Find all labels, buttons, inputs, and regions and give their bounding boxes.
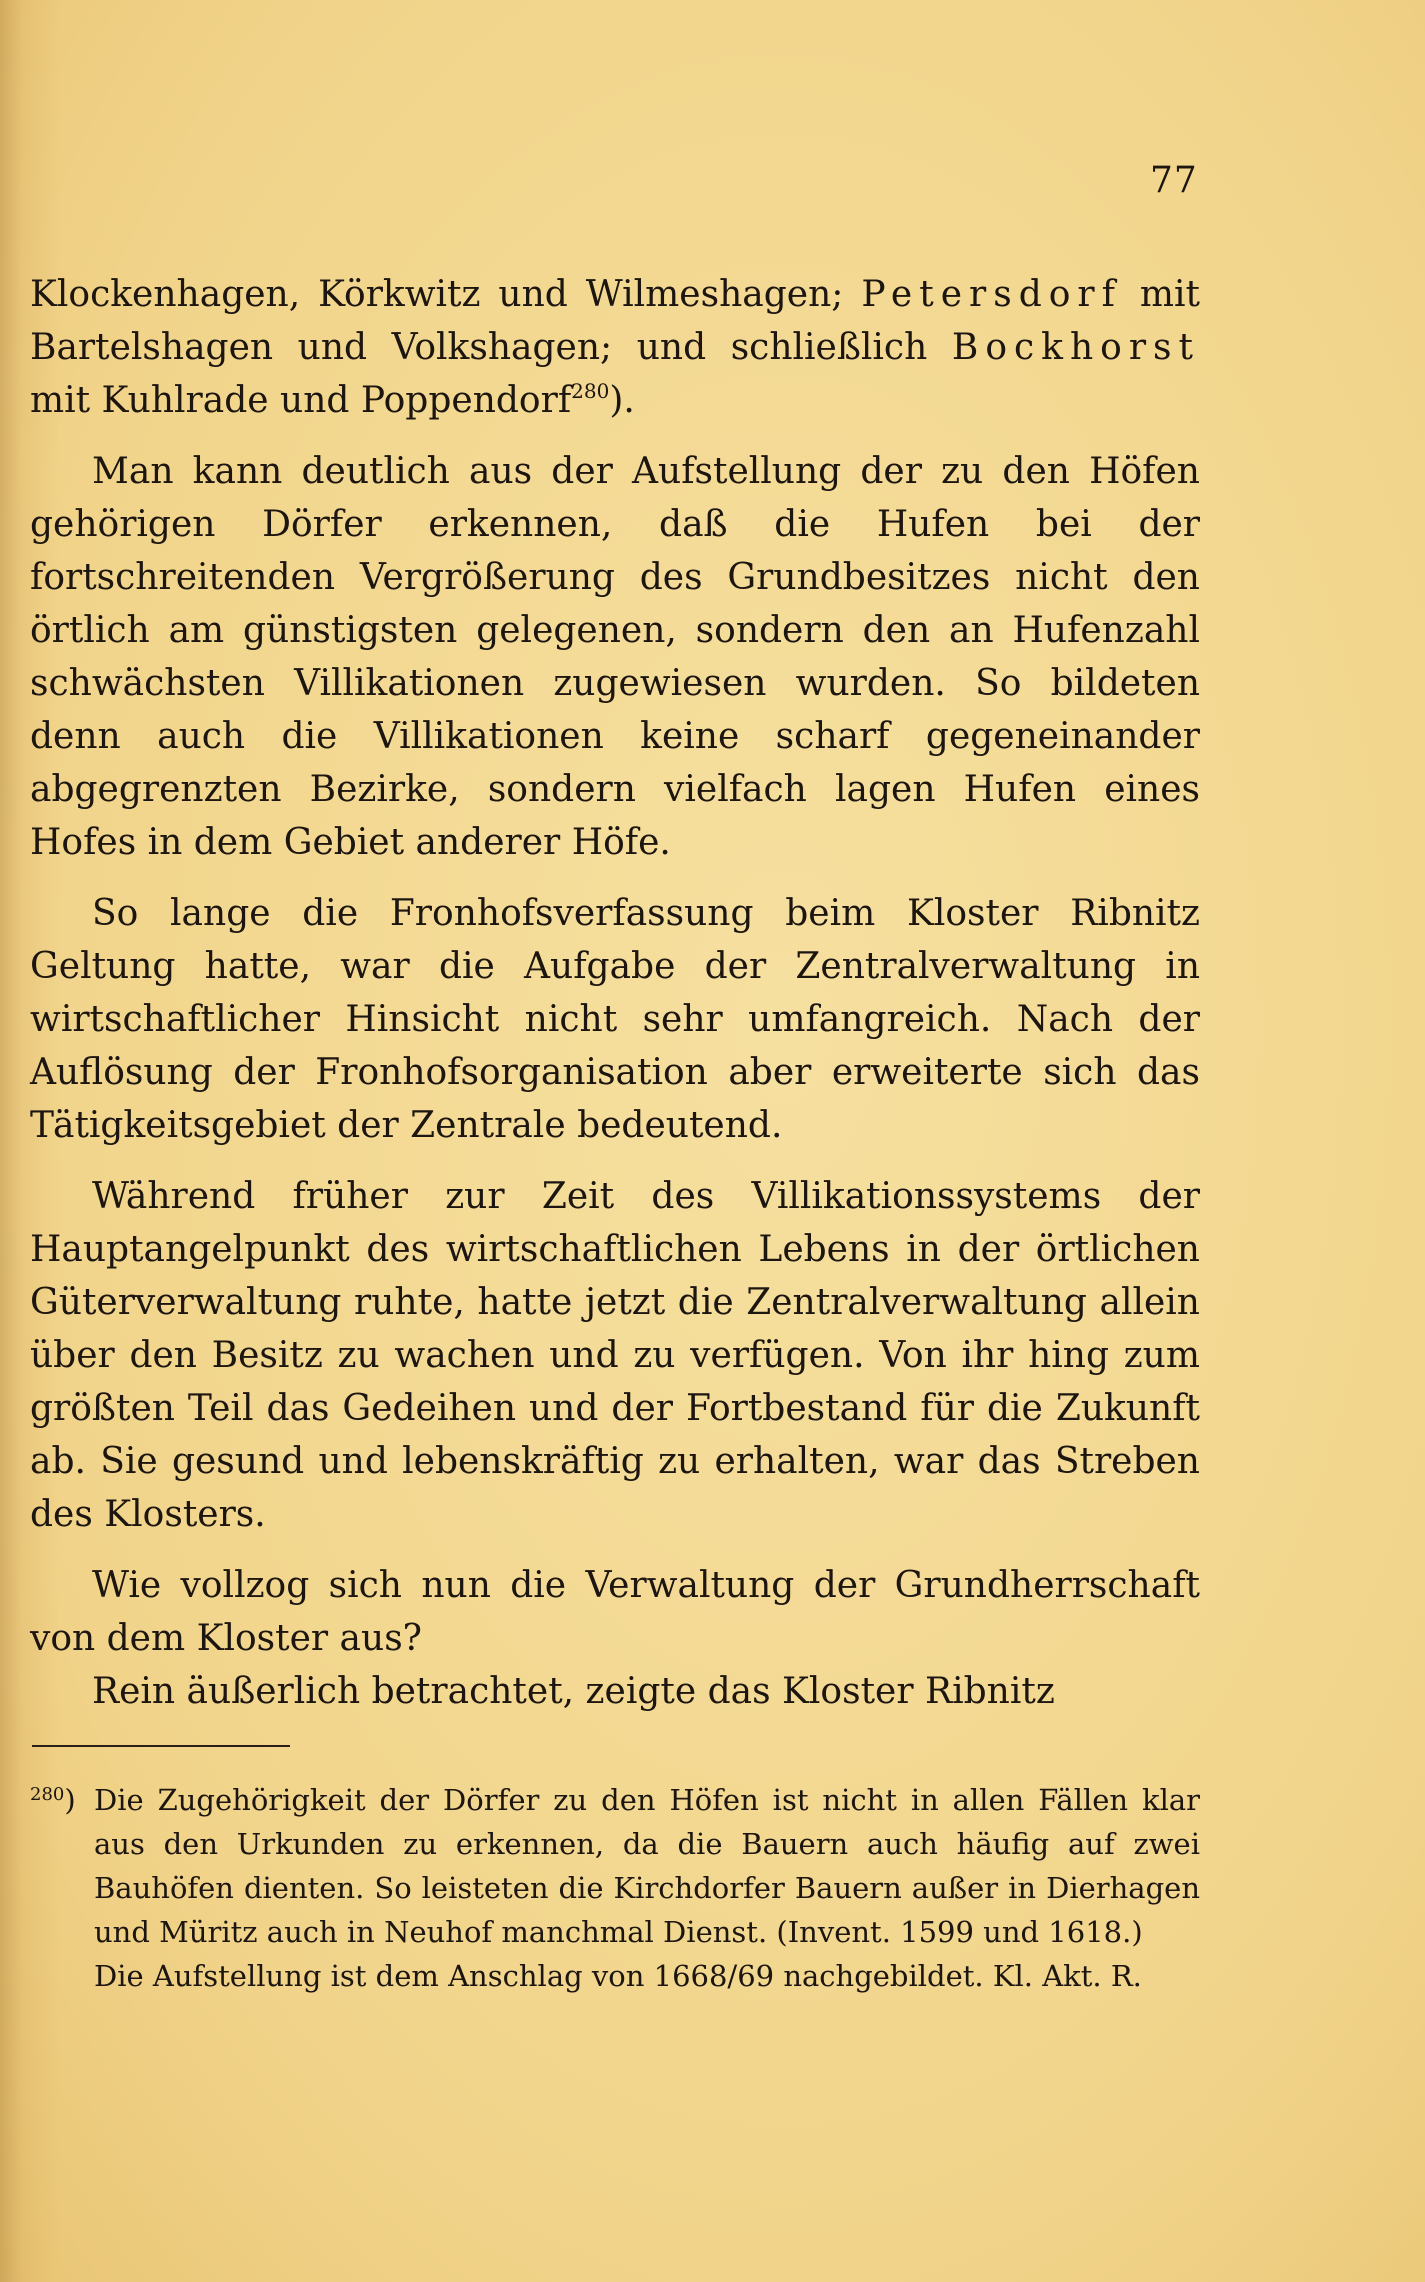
place-name-bockhorst: Bockhorst	[951, 327, 1200, 368]
page-number: 77	[1150, 160, 1198, 201]
paragraph-5: Wie vollzog sich nun die Verwaltung der Grundherrschaft von dem Kloster aus?	[30, 1565, 1200, 1659]
paragraph-1-text-c: mit Bartelshagen und Volkshagen; und schließlich	[30, 274, 1200, 368]
footnote-text-2: Die Aufstellung ist dem Anschlag von 1668/69 nachgebildet. Kl. Akt. R.	[94, 1959, 1142, 1993]
footnote-text-1: Die Zugehörigkeit der Dörfer zu den Höfen ist nicht in allen Fällen klar aus den Urkunden zu erkennen, da die Bauern auch häufig auf zwei Bauhöfen dienten. So leisteten die Kirchdorfer Bauern außer in Dierhagen und Müritz auch in Neuhof manchmal Dienst. (Invent. 1599 und 1618.)	[94, 1783, 1200, 1949]
footnote-reference: 280	[571, 379, 610, 403]
footnote	[30, 1778, 1200, 1998]
paragraph-2: Man kann deutlich aus der Aufstellung der zu den Höfen gehörigen Dörfer erkennen, daß die Hufen bei der fortschreitenden Vergrößerung des Grundbesitzes nicht den örtlich am günstigsten gelegenen, sondern den an Hufenzahl schwächsten Villikationen zugewiesen wurden. So bildeten denn auch die Villikationen keine scharf gegeneinander abgegrenzten Bezirke, sondern vielfach lagen Hufen eines Hofes in dem Gebiet anderer Höfe.	[30, 451, 1200, 863]
paragraph-1	[30, 268, 1200, 427]
footnote-marker: $^{280}$)	[30, 1783, 76, 1817]
place-name-petersdorf: Petersdorf	[861, 274, 1122, 315]
paragraph-1-text-a: Klockenhagen, Körkwitz und Wilmeshagen;	[30, 274, 862, 315]
paragraph-4: Während früher zur Zeit des Villikationssystems der Hauptangelpunkt des wirtschaftlichen Lebens in der örtlichen Güterverwaltung ruhte, hatte jetzt die Zentralverwaltung allein über den Besitz zu wachen und zu verfügen. Von ihr hing zum größten Teil das Gedeihen und der Fortbestand für die Zukunft ab. Sie gesund und lebenskräftig zu erhalten, war das Streben des Klosters.	[30, 1176, 1200, 1535]
paragraph-6: Rein äußerlich betrachtet, zeigte das Kloster Ribnitz	[92, 1671, 1055, 1712]
footnote-divider	[32, 1745, 290, 1747]
paragraph-1-text-e: mit Kuhlrade und Poppendorf	[30, 380, 572, 421]
paragraph-1-text-f: ).	[609, 380, 635, 421]
paragraph-3: So lange die Fronhofsverfassung beim Kloster Ribnitz Geltung hatte, war die Aufgabe der Zentralverwaltung in wirtschaftlicher Hinsicht nicht sehr umfangreich. Nach der Auflösung der Fronhofsorganisation aber erweiterte sich das Tätigkeitsgebiet der Zentrale bedeutend.	[30, 893, 1200, 1146]
main-text	[30, 268, 1200, 1718]
